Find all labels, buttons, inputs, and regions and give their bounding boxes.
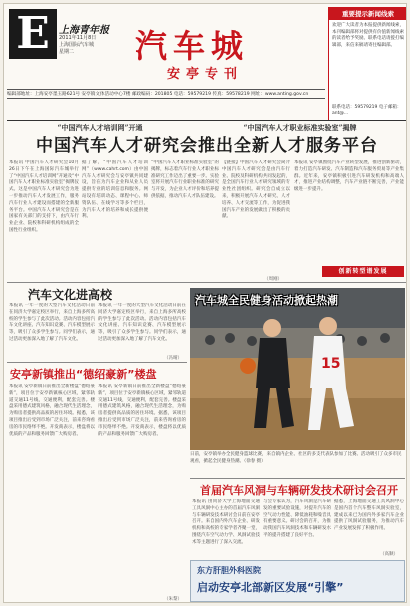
- main-headline: 中国汽车人才研究会推出全新人才服务平台: [36, 136, 378, 156]
- story4-col1: 本报讯 由同济大学上海地面交通工具风洞中心主办的首届汽车风洞与车辆研发技术研讨会日前在安亭召开。来自国内外汽车企业、研发机构和高校的专家学者齐聚一堂，围绕汽车空气动力学、风洞试验技术等主题进行了深入交流。: [192, 499, 260, 545]
- basketball-photo: [190, 288, 405, 450]
- paper-name: 上海青年报: [59, 25, 109, 36]
- story1-col3: “中国汽车人才职业标准实验室”的揭牌，标志着汽车行业人才职业标准研究工作迈出了重要一步。实验室将开展汽车行业职业标准的研究与开发，为企业人才评价和培养提供依据，推动汽车人才队伍建设。: [151, 160, 219, 199]
- ad-slogan: 启动安亭北部新区发展“引擎”: [197, 581, 344, 594]
- story4-headline: 首届汽车风洞与车辆研发技术研讨会召开: [200, 484, 398, 497]
- story2-headline: 汽车文化进高校: [28, 288, 113, 302]
- story2-byline: （冯晴）: [164, 356, 182, 361]
- edition-weekday: 星期二: [59, 49, 75, 55]
- story4-col3: 据悉，上海地面交通工具风洞中心是国内首个汽车整车风洞实验室，建成以来已为国内外多家汽车企业提供了风洞试验服务，为推动汽车产业发展发挥了积极作用。: [334, 499, 404, 532]
- story3-byline: （朱黎）: [164, 597, 182, 602]
- edition-place: 上海国际汽车城: [59, 42, 95, 48]
- side-column-text: 本报讯 安亭镇围绕汽车产业转型发展，推进创新驱动，着力打造汽车研发、汽车制造和汽车服务贸易等产业集群。近年来，安亭镇积极引进汽车研发机构和高端人才，推进产业结构调整，汽车产业链不断完善，产业能级进一步提升。: [294, 160, 404, 193]
- story1-byline: （周刚）: [264, 277, 282, 282]
- story3-headline: 安亭新镇推出“德绍豪新”楼盘: [10, 368, 157, 381]
- story3-col2: 本报讯 安亭新镇日前推出全新楼盘“德绍豪新”，项目位于安亭新镇核心区域，紧邻轨道交通11号线，交通便利，配套完善。楼盘采用德式建筑风格，融合现代生活理念，为购房者提供高品质的居住环境。据悉，该项目推出后受到市场广泛关注，前来咨询看房的市民络绎不绝。开发商表示，楼盘将以优质的产品和服务回馈广大购房者。: [98, 384, 186, 437]
- jersey-number: 15: [321, 356, 341, 372]
- news-tips-footer: 联系电话：59579219 电子邮箱：ant@...: [332, 105, 402, 116]
- basketball-scene: [190, 288, 405, 450]
- issue-info-bar: 编辑部地址：上海安亭墨玉路621号 安亭镇文体活动中心7楼 邮政编码：201805 电话：59579219 传真：59578219 网址：www.anting.gov.cn: [7, 89, 325, 99]
- story1-col4: 【链接】中国汽车人才研究会简介 中国汽车人才研究会是由汽车行业、院校及科研机构共同发起的，是全国汽车行业人才研究领域的专业性社团组织。研究会自成立以来，积极开展汽车人才研究、人才培养、人才交流等工作，为促进我国汽车产业的发展做出了积极的贡献。: [222, 160, 290, 220]
- ad-hospital-name: 东方肝胆外科医院: [197, 566, 261, 575]
- divider: [7, 282, 407, 283]
- kicker-right: “中国汽车人才职业标准实验室”揭牌: [243, 123, 357, 132]
- news-tips-body: 欢迎广大读者为本报提供新闻线索，本刊编辑部将对提供有价值新闻线索的读者给予奖励。联系电话请拨打编辑部，来信来稿请寄往编辑部。: [332, 23, 404, 48]
- section-title: 汽车城: [135, 27, 250, 65]
- newspaper-page: [3, 3, 407, 603]
- kicker-row: [7, 122, 407, 134]
- story2-col1: 本报讯 一年一度的大型汽车文化活动日前在同济大学嘉定校区举行，来自上海多所高校的学生参与了此次活动。活动内容包括汽车文化讲座、汽车知识竞赛、汽车模型展示等，吸引了众多学生参与。同学们表示，通过活动更加深入地了解了汽车文化。: [9, 303, 95, 342]
- story4-byline: （高顺）: [380, 552, 398, 557]
- news-tips-title: 重要提示新闻线索: [329, 8, 407, 20]
- story3-col1: 本报讯 安亭新镇日前推出全新楼盘“德绍豪新”，项目位于安亭新镇核心区域，紧邻轨道交通11号线，交通便利，配套完善。楼盘采用德式建筑风格，融合现代生活理念，为购房者提供高品质的居住环境。据悉，该项目推出后受到市场广泛关注，前来咨询看房的市民络绎不绝。开发商表示，楼盘将以优质的产品和服务回馈广大购房者。: [9, 384, 95, 437]
- kicker-left: “中国汽车人才培训网”开通: [57, 123, 143, 132]
- story1-col2: 据了解，“中国汽车人才培训网”（www.cahrt.com）由中国汽车人才研究会与安亭镇共同建设，旨在为汽车企业和从业人员提供专业的培训信息和服务。网站设有培训动态、课程中心、师资队伍、在线学习等多个栏目，为汽车人才的培养和成长提供便利。: [82, 160, 148, 220]
- story4-col2: 与会专家认为，汽车风洞是汽车研发的重要试验设施，对提升汽车的空气动力性能、降低油耗和噪音具有重要意义。研讨会的召开，为推动我国汽车风洞技术和车辆研发水平的提升搭建了良好平台。: [263, 499, 331, 538]
- section-subtitle: 安亭专刊: [167, 67, 244, 82]
- section-tag: 创新转型谱发展: [322, 266, 404, 277]
- story2-col2: [98, 303, 186, 355]
- edition-date: 2011年11月8日: [59, 35, 97, 41]
- story2-text-cont: 本报讯 一年一度的大型汽车文化活动日前在同济大学嘉定校区举行，来自上海多所高校的学生参与了此次活动。活动内容包括汽车文化讲座、汽车知识竞赛、汽车模型展示等，吸引了众多学生参与。同学们表示，通过活动更加深入地了解了汽车文化。: [98, 303, 186, 342]
- divider: [7, 120, 407, 121]
- edition-info: [59, 35, 96, 56]
- hospital-ad: [190, 560, 405, 602]
- photo-title: 汽车城全民健身活动掀起热潮: [195, 294, 338, 307]
- story1-col1: 本报讯 中国汽车人才研究会10月26日下午在上海国际汽车城举行了“中国汽车人才培训网”开通及“中国汽车人才职业标准实验室”揭牌仪式。这是中国汽车人才研究会为进一步推动汽车人才发展工作，服务汽车行业人才建设而搭建的全新服务平台。中国汽车人才研究会是在国家有关部门的支持下，由汽车行业企业、院校和科研机构组成的全国性行业组织。: [9, 160, 79, 233]
- masthead: [7, 7, 325, 93]
- divider: [7, 362, 187, 363]
- photo-caption: 日前，安亭镇举办全民健身篮球比赛，来自镇内企业、社区的多支代表队参加了比赛。活动吸引了众多市民观看，掀起全民健身热潮。（徐春 摄）: [190, 452, 402, 464]
- divider: [190, 478, 405, 479]
- edition-letter: E: [9, 9, 57, 59]
- news-tips-box: [328, 7, 407, 121]
